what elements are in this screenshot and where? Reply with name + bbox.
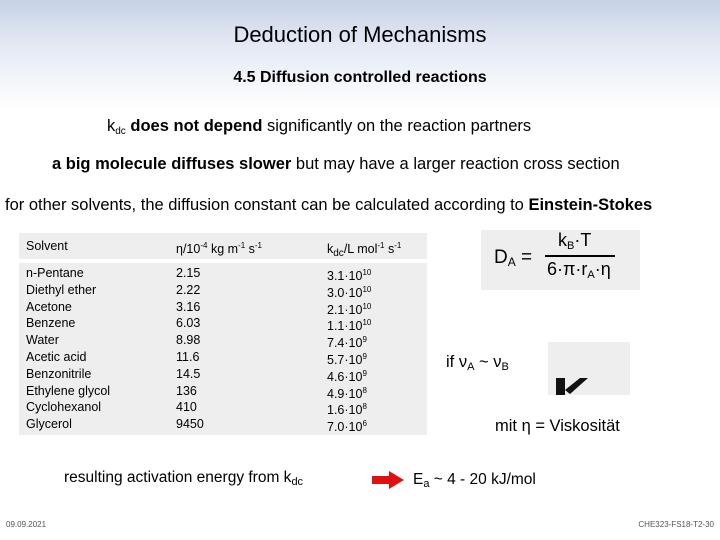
numerator-k: k	[558, 230, 567, 250]
solvent-cell: Water	[26, 333, 59, 348]
kdc-exponent: 9	[362, 368, 367, 378]
statement-rest: for other solvents, the diffusion constant can be calculated according to	[5, 196, 529, 214]
kdc-header-unit: s	[384, 242, 395, 256]
cropped-glyph-icon	[554, 374, 594, 395]
kdc-mantissa: 7.4·10	[327, 336, 363, 351]
section-subtitle: 4.5 Diffusion controlled reactions	[233, 69, 487, 86]
solvent-cell: Diethyl ether	[26, 282, 97, 297]
kdc-cell	[327, 416, 401, 433]
formula-numerator	[558, 230, 591, 252]
kdc-exponent: 10	[362, 268, 372, 277]
viscosity-cell: 410	[176, 400, 197, 415]
kdc-column	[327, 233, 401, 433]
kdc-mantissa: 5.7·10	[327, 352, 363, 367]
solvent-cells	[26, 257, 110, 433]
solvent-table	[19, 233, 427, 435]
kdc-exponent: 9	[362, 335, 367, 345]
kdc-cell	[327, 332, 401, 349]
statement-einstein-stokes	[5, 196, 652, 215]
viscosity-note: mit η = Viskosität	[495, 417, 620, 435]
statement-bold: does not depend	[125, 117, 263, 135]
kdc-cell	[327, 349, 401, 366]
result-sub: dc	[291, 476, 304, 488]
condition-sub: B	[501, 361, 509, 373]
kdc-exponent: 10	[362, 318, 372, 328]
formula-equals: =	[515, 247, 533, 268]
kdc-mantissa: 4.6·10	[327, 369, 363, 384]
solvent-cell: n-Pentane	[26, 266, 84, 280]
viscosity-header-text: η/10	[176, 242, 201, 256]
kdc-cell	[327, 299, 401, 316]
statement-rest: but may have a larger reaction cross section	[291, 155, 620, 173]
kdc-cell	[327, 282, 401, 299]
footer-date: 09.09.2021	[6, 520, 47, 529]
kdc-mantissa: 1.6·10	[327, 403, 363, 418]
solvent-cell: Benzonitrile	[26, 366, 92, 381]
solvent-cell: Ethylene glycol	[26, 383, 111, 398]
fraction-bar	[545, 255, 615, 257]
numerator-sub: B	[567, 240, 575, 252]
viscosity-cell: 11.6	[176, 349, 200, 364]
viscosity-cell: 136	[176, 383, 197, 398]
condition-mid: ~ ν	[474, 353, 502, 371]
solvent-cell: Benzene	[26, 316, 76, 331]
viscosity-header-exp: -1	[254, 241, 263, 250]
kdc-header	[327, 233, 401, 257]
cropped-image-panel	[548, 342, 630, 395]
kdc-mantissa: 3.0·10	[327, 285, 363, 300]
kdc-mantissa: 7.0·10	[327, 420, 363, 435]
energy-value: ~ 4 - 20 kJ/mol	[429, 471, 536, 488]
viscosity-cell: 2.22	[176, 282, 201, 297]
k-symbol: k	[107, 117, 116, 135]
denominator-text: 6·π·r	[547, 259, 588, 279]
solvent-cell: Glycerol	[26, 417, 72, 432]
condition-text	[446, 353, 509, 373]
einstein-stokes-formula	[481, 230, 640, 290]
viscosity-cell: 14.5	[176, 366, 201, 381]
viscosity-header-unit: kg m	[207, 242, 239, 256]
viscosity-cell: 2.15	[176, 266, 201, 280]
right-arrow-icon	[372, 471, 404, 489]
viscosity-header-exp: -4	[200, 241, 208, 250]
viscosity-cell: 3.16	[176, 299, 201, 314]
solvent-cell: Cyclohexanol	[26, 400, 102, 415]
kdc-header-unit: /L mol	[343, 242, 378, 256]
kdc-exponent: 9	[362, 351, 367, 361]
kdc-header-text: k	[327, 242, 334, 256]
kdc-exponent: 6	[362, 419, 367, 429]
kdc-cell	[327, 265, 401, 282]
result-text	[64, 469, 303, 488]
kdc-mantissa: 1.1·10	[327, 319, 363, 334]
condition-pre: if ν	[446, 353, 468, 371]
viscosity-header-exp: -1	[238, 241, 246, 250]
kdc-exponent: 10	[362, 301, 372, 311]
kdc-exponent: 8	[362, 402, 367, 412]
denominator-rest: ·η	[594, 259, 611, 279]
formula-d: D	[494, 247, 508, 268]
viscosity-cell: 8.98	[176, 333, 201, 348]
formula-d-sub: A	[507, 255, 516, 269]
slide-title: Deduction of Mechanisms	[233, 22, 487, 47]
energy-e: E	[413, 471, 424, 488]
kdc-exponent: 10	[362, 284, 372, 294]
formula-denominator	[547, 259, 611, 281]
statement-rest: significantly on the reaction partners	[262, 117, 532, 135]
result-label: resulting activation energy from k	[64, 469, 292, 486]
viscosity-cell: 6.03	[176, 316, 201, 331]
kdc-cell	[327, 315, 401, 332]
arrow-shaft	[372, 476, 390, 484]
kdc-mantissa: 4.9·10	[327, 386, 363, 401]
viscosity-header	[176, 233, 262, 257]
solvent-column	[26, 233, 110, 433]
viscosity-cell: 9450	[176, 417, 204, 432]
kdc-exponent: 8	[362, 385, 367, 395]
kdc-cells	[327, 257, 401, 433]
kdc-header-exp: -1	[377, 241, 385, 250]
kdc-mantissa: 2.1·10	[327, 302, 363, 317]
formula-lhs	[494, 247, 532, 269]
kdc-header-exp: -1	[394, 241, 402, 250]
viscosity-cells	[176, 257, 262, 433]
statement-kdc	[107, 117, 531, 137]
numerator-rest: ·T	[574, 230, 592, 250]
viscosity-column	[176, 233, 262, 433]
solvent-cell: Acetone	[26, 299, 72, 314]
solvent-cell: Acetic acid	[26, 349, 87, 364]
solvent-header: Solvent	[26, 239, 68, 253]
denominator-sub: A	[587, 269, 595, 281]
kdc-cell	[327, 399, 401, 416]
statement-bold: Einstein-Stokes	[528, 196, 653, 214]
statement-bold: a big molecule diffuses slower	[52, 155, 292, 173]
arrow-head	[389, 471, 404, 489]
condition-sub: A	[467, 361, 475, 373]
energy-sub: a	[423, 478, 430, 490]
kdc-mantissa: 3.1·10	[327, 269, 363, 283]
viscosity-header-unit: s	[245, 242, 255, 256]
kdc-header-sub: dc	[333, 248, 344, 259]
activation-energy	[413, 471, 536, 490]
kdc-cell	[327, 383, 401, 400]
kdc-cell	[327, 366, 401, 383]
k-subscript: dc	[115, 126, 126, 137]
statement-big-molecule	[52, 155, 620, 174]
footer-code: CHE323-FS18-T2-30	[638, 520, 714, 529]
